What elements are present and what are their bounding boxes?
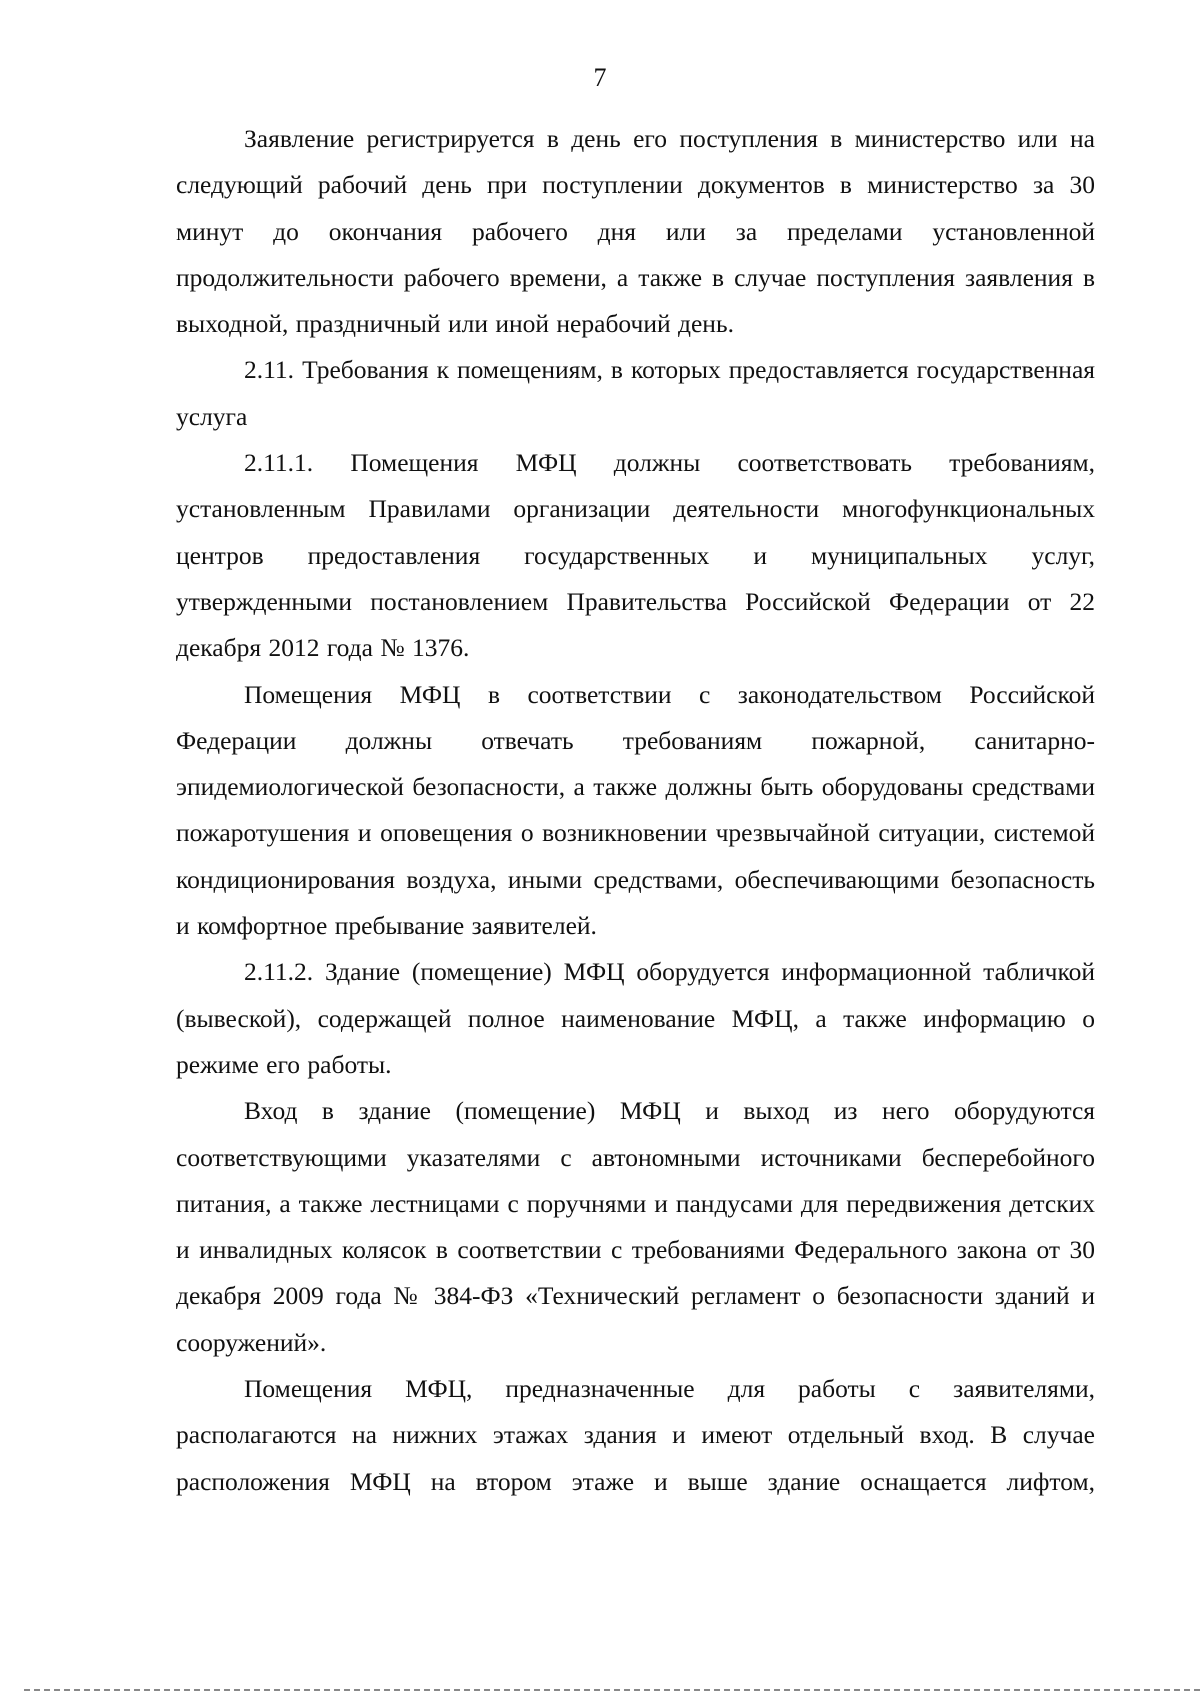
scan-edge-line xyxy=(24,1689,1200,1691)
paragraph-entrance: Вход в здание (помещение) МФЦ и выход из него оборудуются соответствующими указателями с автономными источниками бесперебойного питания, а также лестницами с поручнями и пандусами для передвижения детских и инвалидных колясок в соответствии с требованиями Федерального закона от 30 декабря 2009 года № 384-ФЗ «Технический регламент о безопасности зданий и сооружений». xyxy=(176,1096,1095,1357)
page-number: 7 xyxy=(593,63,607,92)
section-heading-2-11: 2.11. Требования к помещениям, в которых предоставляется государственная услуга xyxy=(176,355,1095,431)
document-body xyxy=(176,116,1095,1505)
paragraph-fire-safety: Помещения МФЦ в соответствии с законодательством Российской Федерации должны отвечать требованиям пожарной, санитарно-эпидемиологической безопасности, а также должны быть оборудованы средствами пожаротушения и оповещения о возникновении чрезвычайной ситуации, системой кондиционирования воздуха, иными средствами, обеспечивающими безопасность и комфортное пребывание заявителей. xyxy=(176,679,1095,941)
paragraph-floors: Помещения МФЦ, предназначенные для работы с заявителями, располагаются на нижних этажах здания и имеют отдельный вход. В случае расположения МФЦ на втором этаже и выше здание оснащается лифтом, xyxy=(176,1374,1095,1496)
paragraph-registration: Заявление регистрируется в день его поступления в министерство или на следующий рабочий день при поступлении документов в министерство за 30 минут до окончания рабочего дня или за пределами установленной продолжительности рабочего времени, а также в случае поступления заявления в выходной, праздничный или иной нерабочий день. xyxy=(176,124,1095,339)
paragraph-2-11-1: 2.11.1. Помещения МФЦ должны соответствовать требованиям, установленным Правилами организации деятельности многофункциональных центров предоставления государственных и муниципальных услуг, утвержденными постановлением Правительства Российской Федерации от 22 декабря 2012 года № 1376. xyxy=(176,448,1095,663)
paragraph-2-11-2: 2.11.2. Здание (помещение) МФЦ оборудуется информационной табличкой (вывеской), содержащей полное наименование МФЦ, а также информацию о режиме его работы. xyxy=(176,957,1095,1079)
